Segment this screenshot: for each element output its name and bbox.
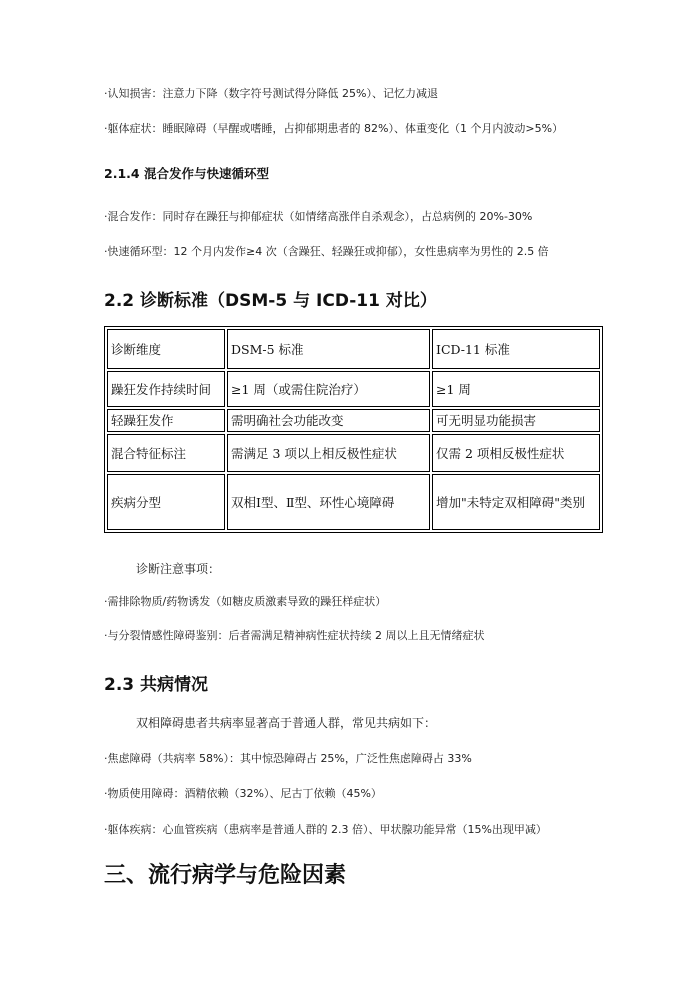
- table-cell: 疾病分型: [107, 474, 225, 530]
- table-cell: ≥1 周（或需住院治疗）: [227, 371, 430, 407]
- table-row: [107, 409, 600, 432]
- section-2-1-4-heading: 2.1.4 混合发作与快速循环型: [104, 166, 269, 181]
- table-cell: 双相Ⅰ型、Ⅱ型、环性心境障碍: [227, 474, 430, 530]
- table-row: [107, 371, 600, 407]
- table-row: [107, 474, 600, 530]
- anxiety-comorbidity-line: ·焦虑障碍（共病率 58%）：其中惊恐障碍占 25%，广泛性焦虑障碍占 33%: [104, 752, 472, 765]
- diagnostic-note-1: ·需排除物质/药物诱发（如糖皮质激素导致的躁狂样症状）: [104, 595, 387, 608]
- table-cell: 躁狂发作持续时间: [107, 371, 225, 407]
- substance-use-line: ·物质使用障碍：酒精依赖（32%）、尼古丁依赖（45%）: [104, 787, 382, 800]
- comorbidity-intro: 双相障碍患者共病率显著高于普通人群，常见共病如下：: [136, 716, 437, 730]
- table-cell: 仅需 2 项相反极性症状: [432, 434, 600, 472]
- mixed-episode-line: ·混合发作：同时存在躁狂与抑郁症状（如情绪高涨伴自杀观念），占总病例的 20%-30%: [104, 210, 533, 223]
- table-header-cell: DSM-5 标准: [227, 329, 430, 369]
- table-cell: 需明确社会功能改变: [227, 409, 430, 432]
- table-cell: 可无明显功能损害: [432, 409, 600, 432]
- table-cell: 轻躁狂发作: [107, 409, 225, 432]
- diagnostic-criteria-table: [104, 326, 603, 533]
- rapid-cycling-line: ·快速循环型：12 个月内发作≥4 次（含躁狂、轻躁狂或抑郁），女性患病率为男性的 2.5 倍: [104, 245, 549, 258]
- table-cell: 增加"未特定双相障碍"类别: [432, 474, 600, 530]
- table-cell: 混合特征标注: [107, 434, 225, 472]
- section-2-2-heading: 2.2 诊断标准（DSM-5 与 ICD-11 对比）: [104, 291, 437, 311]
- somatic-symptoms-line: ·躯体症状：睡眠障碍（早醒或嗜睡，占抑郁期患者的 82%）、体重变化（1 个月内波动>5%）: [104, 122, 564, 135]
- diagnostic-note-2: ·与分裂情感性障碍鉴别：后者需满足精神病性症状持续 2 周以上且无情绪症状: [104, 629, 485, 642]
- table-header-row: [107, 329, 600, 369]
- table-row: [107, 434, 600, 472]
- section-2-3-heading: 2.3 共病情况: [104, 675, 209, 695]
- physical-disease-line: ·躯体疾病：心血管疾病（患病率是普通人群的 2.3 倍）、甲状腺功能异常（15%出现甲减）: [104, 823, 547, 836]
- table-cell: 需满足 3 项以上相反极性症状: [227, 434, 430, 472]
- table-header-cell: 诊断维度: [107, 329, 225, 369]
- table-header-cell: ICD-11 标准: [432, 329, 600, 369]
- table-cell: ≥1 周: [432, 371, 600, 407]
- cognitive-impairment-line: ·认知损害：注意力下降（数字符号测试得分降低 25%）、记忆力减退: [104, 87, 438, 100]
- diagnostic-notes-title: 诊断注意事项：: [136, 562, 221, 576]
- chapter-3-heading: 三、流行病学与危险因素: [104, 862, 347, 888]
